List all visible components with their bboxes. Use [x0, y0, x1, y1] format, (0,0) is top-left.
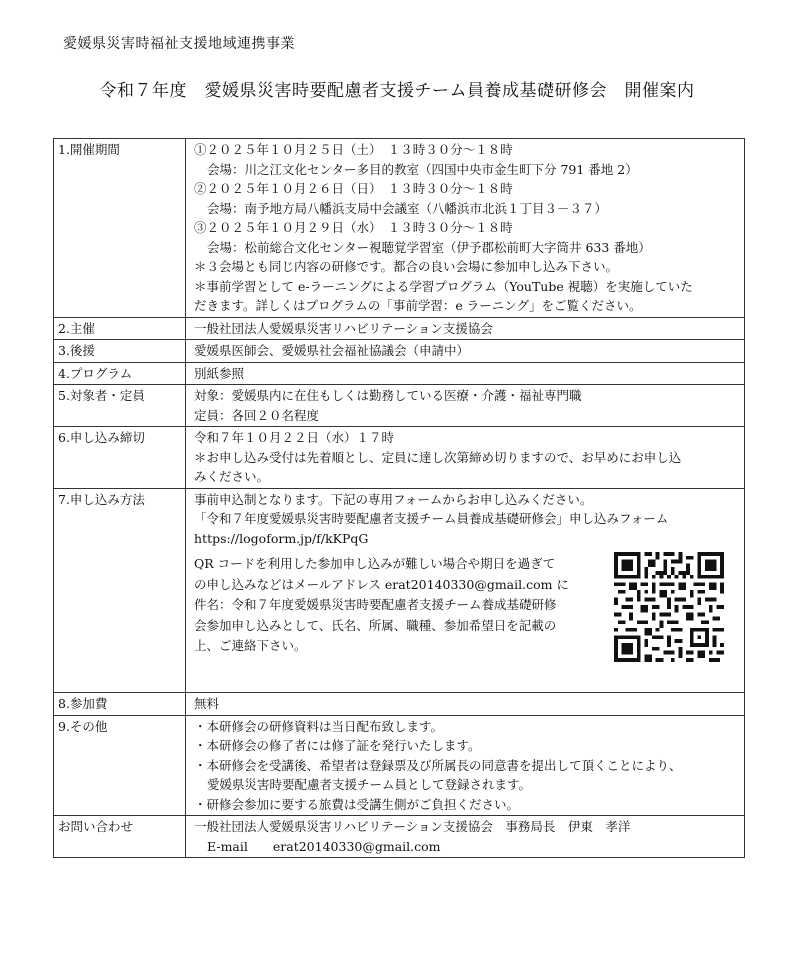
deadline-date: 令和７年１０月２２日（水）１７時 — [194, 430, 395, 445]
row-fee — [54, 693, 745, 716]
target-audience: 対象：愛媛県内に在住もしくは勤務している医療・介護・福祉専門職 — [194, 388, 582, 403]
row-host — [54, 317, 745, 340]
qr-line-4: 会参加申し込みとして、氏名、所属、職種、参加希望日を記載の — [194, 617, 557, 633]
row-period — [54, 139, 745, 318]
contact-organization: 一般社団法人愛媛県災害リハビリテーション支援協会 事務局長 伊東 孝洋 — [194, 819, 631, 834]
content-apply — [186, 488, 745, 693]
content-program: 別紙参照 — [186, 362, 745, 385]
apply-form-url[interactable]: https://logoform.jp/f/kKPqG — [194, 530, 369, 546]
row-support — [54, 340, 745, 363]
label-apply: 7.申し込み方法 — [54, 488, 186, 693]
label-host: 2.主催 — [54, 317, 186, 340]
label-program: 4.プログラム — [54, 362, 186, 385]
label-other: 9.その他 — [54, 715, 186, 816]
row-other — [54, 715, 745, 816]
content-period — [186, 139, 745, 318]
period-venue-1: 会場：川之江文化センター多目的教室（四国中央市金生町下分 791 番地 2） — [207, 161, 638, 177]
content-target — [186, 385, 745, 427]
page-title: 令和７年度 愛媛県災害時要配慮者支援チーム員養成基礎研修会 開催案内 — [99, 81, 695, 101]
apply-intro: 事前申込制となります。下記の専用フォームからお申し込みください。 — [194, 491, 593, 507]
period-date-3: ③２０２５年１０月２９日（水） １３時３０分～１８時 — [194, 220, 513, 235]
target-capacity: 定員：各回２０名程度 — [194, 407, 320, 423]
deadline-note-cont: みください。 — [194, 469, 270, 484]
label-target: 5.対象者・定員 — [54, 385, 186, 427]
row-program — [54, 362, 745, 385]
label-contact: お問い合わせ — [54, 816, 186, 858]
row-apply — [54, 488, 745, 693]
qr-line-1: QR コードを利用した参加申し込みが難しい場合や期日を過ぎて — [194, 556, 556, 571]
row-target — [54, 385, 745, 427]
content-fee: 無料 — [186, 693, 745, 716]
other-item-1: ・本研修会の研修資料は当日配布致します。 — [194, 718, 444, 734]
content-support: 愛媛県医師会、愛媛県社会福祉協議会（申請中） — [186, 340, 745, 363]
content-other — [186, 715, 745, 816]
label-period: 1.開催期間 — [54, 139, 186, 318]
row-deadline — [54, 427, 745, 489]
label-deadline: 6.申し込み締切 — [54, 427, 186, 489]
period-venue-2: 会場：南予地方局八幡浜支局中会議室（八幡浜市北浜１丁目３－３７） — [207, 200, 608, 216]
period-note-2: ＊事前学習として e-ラーニングによる学習プログラム（YouTube 視聴）を実施していた — [194, 278, 693, 294]
period-venue-3: 会場：松前総合文化センター視聴覚学習室（伊予郡松前町大字筒井 633 番地） — [207, 239, 651, 255]
period-note-2-cont: だきます。詳しくはプログラムの「事前学習：e ラーニング」をご覧ください。 — [194, 298, 642, 313]
info-table — [53, 138, 745, 858]
qr-instructions — [194, 554, 604, 657]
other-item-3: ・本研修会を受講後、希望者は登録票及び所属長の同意書を提出して頂くことにより、 — [194, 757, 682, 773]
period-note-1: ＊３会場とも同じ内容の研修です。都合の良い会場に参加申し込み下さい。 — [194, 259, 619, 274]
other-item-3-cont: 愛媛県災害時要配慮者支援チーム員として登録されます。 — [207, 777, 532, 792]
content-host: 一般社団法人愛媛県災害リハビリテーション支援協会 — [186, 317, 745, 340]
qr-line-2: の申し込みなどはメールアドレス erat20140330@gmail.com に — [194, 576, 569, 592]
content-deadline — [186, 427, 745, 489]
qr-line-5: 上、ご連絡下さい。 — [194, 638, 307, 653]
qr-line-3: 件名：令和７年度愛媛県災害時要配慮者支援チーム養成基礎研修 — [194, 597, 557, 612]
qr-section — [194, 552, 740, 692]
contact-email[interactable]: E-mail erat20140330@gmail.com — [207, 838, 441, 854]
period-date-1: ①２０２５年１０月２５日（土） １３時３０分～１８時 — [194, 142, 513, 157]
label-support: 3.後援 — [54, 340, 186, 363]
deadline-note: ＊お申し込み受付は先着順とし、定員に達し次第締め切りますので、お早めにお申し込 — [194, 449, 682, 465]
label-fee: 8.参加費 — [54, 693, 186, 716]
period-date-2: ②２０２５年１０月２６日（日） １３時３０分～１８時 — [194, 181, 513, 196]
other-item-2: ・本研修会の修了者には修了証を発行いたします。 — [194, 738, 481, 753]
apply-form-name: 「令和７年度愛媛県災害時要配慮者支援チーム員養成基礎研修会」申し込みフォーム — [194, 511, 669, 526]
content-contact — [186, 816, 745, 858]
row-contact — [54, 816, 745, 858]
qr-code-icon[interactable] — [614, 552, 724, 662]
other-item-4: ・研修会参加に要する旅費は受講生側がご負担ください。 — [194, 796, 520, 812]
organization-name: 愛媛県災害時福祉支援地域連携事業 — [63, 36, 295, 52]
